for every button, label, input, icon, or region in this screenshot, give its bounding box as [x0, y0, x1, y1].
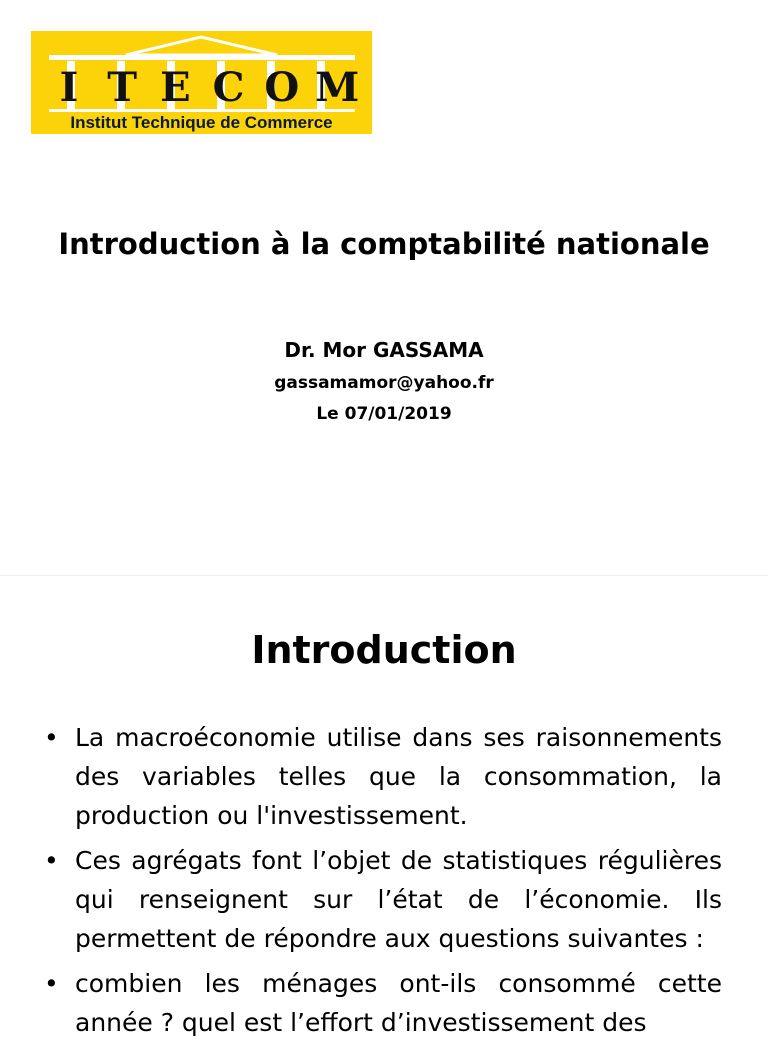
- bullet-icon: •: [44, 723, 59, 752]
- bullet-text: Ces agrégats font l’objet de statistiques régulières qui renseignent sur l’état de l’économie. Ils permettent de répondre aux questions suivantes :: [75, 846, 722, 953]
- bullet-text: combien les ménages ont-ils consommé cette année ? quel est l’effort d’investissement des: [75, 969, 722, 1037]
- logo-letter: O: [264, 63, 300, 111]
- slide-heading: Introduction: [251, 628, 517, 672]
- logo-letter: C: [212, 63, 245, 111]
- list-item: [44, 964, 722, 1042]
- presentation-title: Introduction à la comptabilité nationale: [58, 227, 710, 261]
- presentation-date: Le 07/01/2019: [316, 404, 452, 424]
- itecom-logo: [31, 31, 372, 134]
- logo-subtitle: Institut Technique de Commerce: [70, 113, 333, 132]
- bullet-text: La macroéconomie utilise dans ses raisonnements des variables telles que la consommation, la production ou l'investissement.: [75, 723, 722, 830]
- logo-wordmark: [49, 63, 360, 111]
- logo-letter: T: [107, 63, 138, 111]
- logo-letter: M: [314, 63, 360, 111]
- introduction-slide: [0, 576, 768, 1037]
- author-name: Dr. Mor GASSAMA: [284, 338, 484, 362]
- list-item: [44, 841, 722, 958]
- logo-letter: I: [59, 63, 79, 111]
- author-email: gassamamor@yahoo.fr: [274, 373, 494, 393]
- bullet-icon: •: [44, 969, 59, 998]
- logo-letter: E: [160, 63, 191, 111]
- bullet-icon: •: [44, 846, 59, 875]
- bullet-list: [44, 718, 722, 1048]
- list-item: [44, 718, 722, 835]
